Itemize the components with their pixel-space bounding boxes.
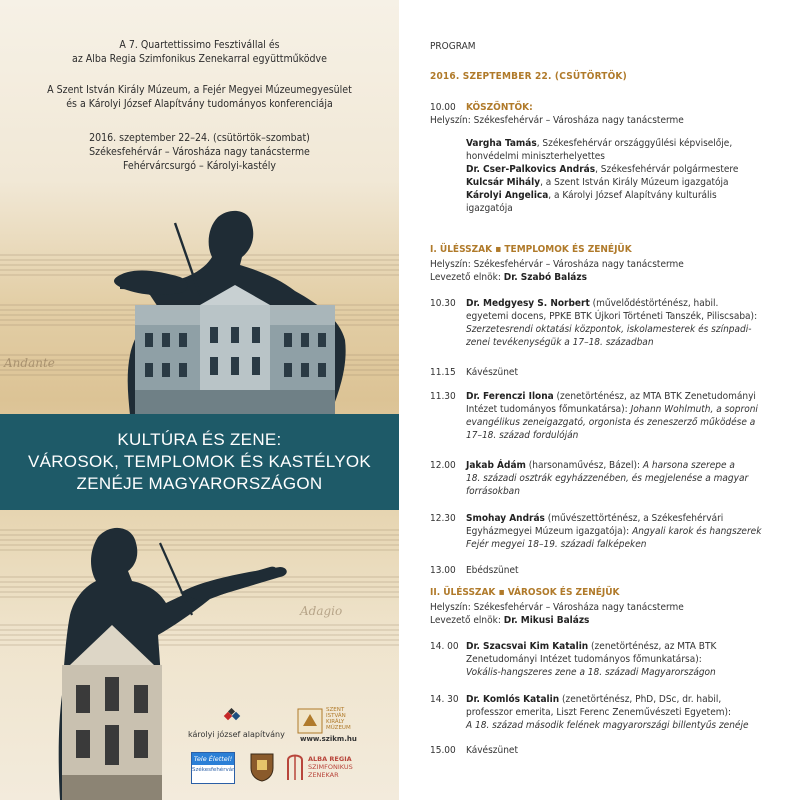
sheet-word-andante: Andante [4, 356, 55, 370]
intro-block-3 [0, 131, 399, 173]
intro-line: és a Károlyi József Alapítvány tudományos konferenciája [66, 98, 333, 110]
talk-details [466, 459, 794, 498]
talk-title: evangélikus zeneigazgató, orgonista és zeneszerző működése a [466, 417, 756, 428]
speaker-role: , Székesfehérvár polgármestere [595, 164, 739, 175]
session-1-title: I. ÜLÉSSZAK ▪ TEMPLOMOK ÉS ZENÉJÜK [430, 244, 632, 255]
alba-regia-emblem-icon [284, 752, 306, 782]
speaker-role-cont: honvédelmi miniszterhelyettes [466, 151, 605, 162]
city-coat-of-arms-icon [249, 752, 275, 782]
talk-desc: (harsonaművész, Bázel): [525, 460, 643, 471]
talk-details [466, 297, 794, 349]
talk-title: Szerzetesrendi oktatási központok, iskolamesterek és színpadi- [466, 324, 752, 335]
talk-desc: Zenetudományi Intézet tudományos főmunkatársa): [466, 654, 702, 665]
museum-url: www.szikm.hu [300, 735, 357, 743]
talk-details [466, 693, 794, 732]
speaker-name: Károlyi Angelica [466, 190, 549, 201]
talk-speaker: Dr. Komlós Katalin [466, 694, 560, 705]
alba-logo-line: SZIMFONIKUS [308, 763, 353, 771]
tele-logo-city: Székesfehérvár [192, 767, 235, 773]
talk-desc: (zenetörténész, az MTA BTK [588, 641, 717, 652]
karolyi-diamond-icon [222, 708, 244, 726]
speaker-role-cont: igazgatója [466, 203, 513, 214]
break-label: Kávészünet [466, 745, 518, 756]
museum-logo-line: MÚZEUM [326, 725, 351, 731]
talk-title: A harsona szerepe a [642, 460, 735, 471]
welcome-title: KÖSZÖNTŐK: [466, 102, 533, 113]
cover-panel [0, 0, 399, 800]
break-time: 11.15 [430, 367, 456, 378]
talk-desc: (művelődéstörténész, habil. [589, 298, 719, 309]
speaker-list [466, 137, 791, 215]
talk-desc: Intézet tudományos főmunkatársa): [466, 404, 631, 415]
intro-line: Fehérvárcsurgó – Károlyi-kastély [123, 160, 276, 172]
talk-time: 12.30 [430, 513, 456, 524]
intro-block-2 [0, 83, 399, 111]
talk-details [466, 640, 794, 679]
museum-logo-text [326, 707, 351, 731]
break-label: Ebédszünet [466, 565, 519, 576]
sheet-word-adagio: Adagio [300, 604, 343, 618]
speaker-name: Vargha Tamás [466, 138, 537, 149]
talk-time: 14. 30 [430, 694, 459, 705]
speaker [466, 163, 791, 176]
session-2-chair [430, 614, 790, 627]
talk-speaker: Smohay András [466, 513, 545, 524]
alba-logo-line: ALBA REGIA [308, 755, 352, 763]
talk-title: 17–18. század fordulóján [466, 430, 579, 441]
program-panel [399, 0, 799, 800]
tele-logo-text: Tele Élettel! [193, 755, 233, 763]
talk-details [466, 512, 794, 551]
session-2-title: II. ÜLÉSSZAK ▪ VÁROSOK ÉS ZENÉJÜK [430, 587, 620, 598]
intro-line: A Szent István Király Múzeum, a Fejér Megyei Múzeumegyesület [47, 84, 352, 96]
break-label: Kávészünet [466, 367, 518, 378]
intro-line: az Alba Regia Szimfonikus Zenekarral együttműködve [72, 53, 327, 65]
sponsor-logos [180, 706, 390, 796]
chair-name: Dr. Szabó Balázs [503, 272, 587, 283]
talk-desc: (zenetörténész, PhD, DSc, dr. habil, [559, 694, 722, 705]
museum-logo-line: KIRÁLY [326, 719, 345, 725]
alba-logo-line: ZENEKAR [308, 771, 339, 779]
break-time: 15.00 [430, 745, 456, 756]
museum-logo-line: ISTVÁN [326, 713, 346, 719]
karolyi-logo-text: károlyi józsef alapítvány [188, 730, 285, 739]
talk-speaker: Dr. Szacsvai Kim Katalin [466, 641, 589, 652]
violinist-silhouette-icon [90, 205, 360, 415]
tele-elettel-logo [191, 752, 235, 784]
talk-speaker: Jakab Ádám [466, 460, 526, 471]
museum-logo-line: SZENT [326, 707, 345, 713]
talk-title: 18. századi osztrák egyházzenében, és megjelenése a magyar [466, 473, 749, 484]
talk-time: 11.30 [430, 391, 456, 402]
welcome-time: 10.00 [430, 102, 456, 113]
session-2-venue: Helyszín: Székesfehérvár – Városháza nagy tanácsterme [430, 602, 684, 613]
welcome-venue: Helyszín: Székesfehérvár – Városháza nagy tanácsterme [430, 115, 684, 126]
talk-desc: (zenetörténész, az MTA BTK Zenetudományi [553, 391, 756, 402]
program-title: PROGRAM [430, 41, 476, 52]
talk-desc: egyetemi docens, PPKE BTK Újkori Történeti Tanszék, Piliscsaba): [466, 311, 758, 322]
talk-title: forrásokban [466, 486, 520, 497]
talk-title: Angyali karok és hangszerek [632, 526, 762, 537]
talk-desc: (művészettörténész, a Székesfehérvári [544, 513, 724, 524]
speaker-role: , Székesfehérvár országgyűlési képviselője, [536, 138, 733, 149]
banner-title-line-3: ZENÉJE MAGYARORSZÁGON [76, 474, 323, 493]
speaker [466, 189, 791, 202]
talk-desc: professzor emerita, Liszt Ferenc Zeneművészeti Egyetem): [466, 707, 732, 718]
talk-title: zenei tevékenységük a 17–18. században [466, 337, 654, 348]
session-1-chair [430, 271, 790, 284]
speaker-name: Dr. Cser-Palkovics András [466, 164, 596, 175]
speaker-role: , a Károlyi József Alapítvány kulturális [548, 190, 717, 201]
program-date: 2016. SZEPTEMBER 22. (CSÜTÖRTÖK) [430, 71, 627, 82]
talk-speaker: Dr. Medgyesy S. Norbert [466, 298, 590, 309]
speaker-role: , a Szent István Király Múzeum igazgatója [540, 177, 729, 188]
talk-speaker: Dr. Ferenczi Ilona [466, 391, 554, 402]
intro-line: Székesfehérvár – Városháza nagy tanácsterme [89, 146, 310, 158]
speaker [466, 176, 791, 189]
talk-title: A 18. század második felének magyarországi billentyűs zenéje [466, 720, 749, 731]
session-1-venue: Helyszín: Székesfehérvár – Városháza nagy tanácsterme [430, 259, 684, 270]
chair-name: Dr. Mikusi Balázs [503, 615, 590, 626]
banner-title-line-2: VÁROSOK, TEMPLOMOK ÉS KASTÉLYOK [27, 452, 372, 471]
museum-emblem-icon [297, 708, 323, 734]
intro-line: 2016. szeptember 22–24. (csütörtök–szombat) [89, 132, 310, 144]
talk-time: 10.30 [430, 298, 456, 309]
chair-label: Levezető elnök: [430, 615, 504, 626]
speaker-name: Kulcsár Mihály [466, 177, 541, 188]
banner-title-line-1: KULTÚRA ÉS ZENE: [117, 430, 282, 449]
talk-desc: Egyházmegyei Múzeum igazgatója): [466, 526, 633, 537]
talk-details [466, 390, 794, 442]
break-time: 13.00 [430, 565, 456, 576]
talk-time: 12.00 [430, 460, 456, 471]
talk-time: 14. 00 [430, 641, 459, 652]
chair-label: Levezető elnök: [430, 272, 504, 283]
alba-regia-logo-text [308, 755, 353, 779]
talk-title: Fejér megyei 18–19. századi falképeken [466, 539, 647, 550]
intro-line: A 7. Quartettissimo Fesztivállal és [119, 39, 280, 51]
title-banner [0, 414, 399, 510]
talk-title: Vokális-hangszeres zene a 18. századi Magyarországon [466, 667, 716, 678]
speaker [466, 137, 791, 150]
talk-title: Johann Wohlmuth, a soproni [630, 404, 758, 415]
intro-block-1 [0, 38, 399, 66]
